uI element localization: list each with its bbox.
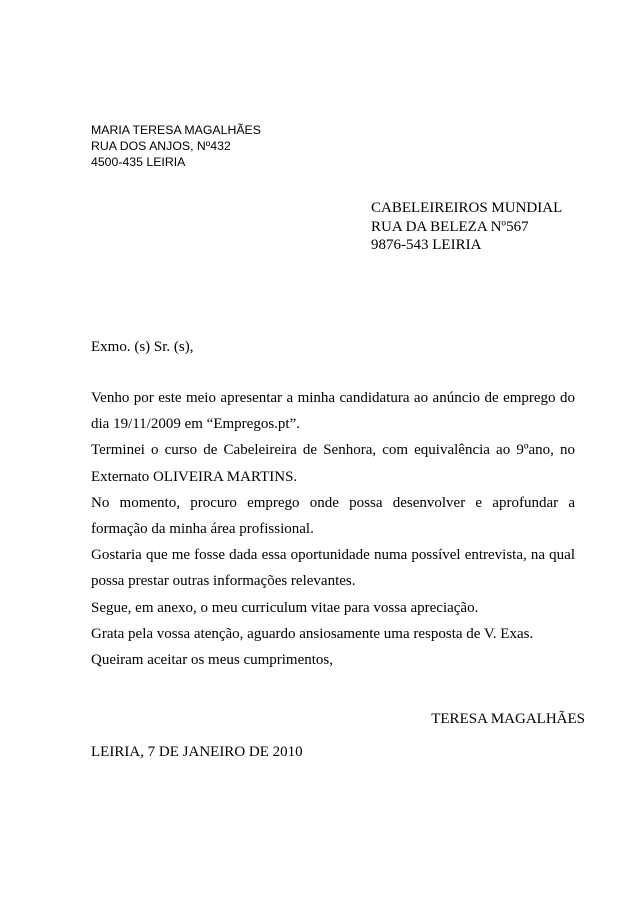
letter-body: [91, 385, 575, 673]
recipient-address-block: [371, 199, 562, 255]
body-paragraph: Terminei o curso de Cabeleireira de Senhora, com equivalência ao 9ºano, no Externato OLIVEIRA MARTINS.: [91, 442, 575, 485]
letter-date: LEIRIA, 7 DE JANEIRO DE 2010: [91, 744, 303, 760]
salutation: Exmo. (s) Sr. (s),: [91, 339, 194, 355]
body-paragraph: Queiram aceitar os meus cumprimentos,: [91, 652, 334, 669]
recipient-street: RUA DA BELEZA Nº567: [371, 218, 529, 235]
sender-name: MARIA TERESA MAGALHÃES: [91, 123, 261, 137]
body-paragraph: Gostaria que me fosse dada essa oportunidade numa possível entrevista, na qual possa prestar outras informações relevantes.: [91, 547, 575, 590]
body-paragraph: No momento, procuro emprego onde possa desenvolver e aprofundar a formação da minha área profissional.: [91, 494, 575, 538]
recipient-postal-city: 9876-543 LEIRIA: [371, 237, 482, 253]
sender-address-block: [91, 122, 261, 170]
signature: TERESA MAGALHÃES: [431, 711, 585, 727]
sender-street: RUA DOS ANJOS, Nº432: [91, 139, 231, 153]
recipient-name: CABELEIREIROS MUNDIAL: [371, 200, 563, 216]
body-paragraph: Grata pela vossa atenção, aguardo ansiosamente uma resposta de V. Exas.: [91, 625, 534, 642]
sender-postal-city: 4500-435 LEIRIA: [91, 155, 186, 169]
body-paragraph: Venho por este meio apresentar a minha candidatura ao anúncio de emprego do dia 19/11/2009 em “Empregos.pt”.: [91, 390, 575, 433]
body-paragraph: Segue, em anexo, o meu curriculum vitae para vossa apreciação.: [91, 599, 479, 616]
